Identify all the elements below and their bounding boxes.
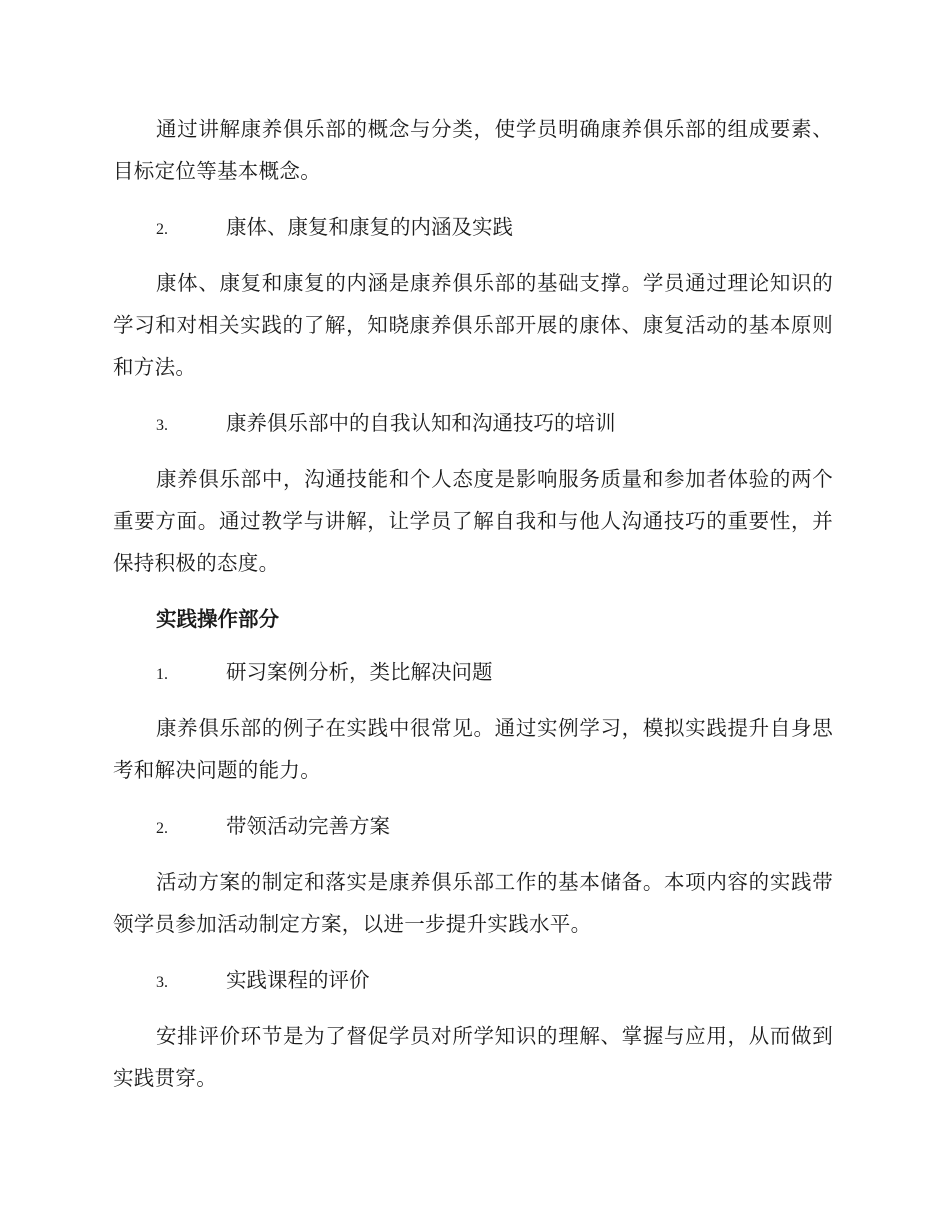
intro-paragraph: 通过讲解康养俱乐部的概念与分类，使学员明确康养俱乐部的组成要素、目标定位等基本概念。	[113, 117, 833, 183]
theory-item-3-body: 康养俱乐部中，沟通技能和个人态度是影响服务质量和参加者体验的两个重要方面。通过教学与讲解，让学员了解自我和与他人沟通技巧的重要性，并保持积极的态度。	[113, 467, 833, 575]
practice-item-2-body: 活动方案的制定和落实是康养俱乐部工作的基本储备。本项内容的实践带领学员参加活动制定方案，以进一步提升实践水平。	[113, 870, 833, 936]
theory-item-2-body: 康体、康复和康复的内涵是康养俱乐部的基础支撑。学员通过理论知识的学习和对相关实践的了解，知晓康养俱乐部开展的康体、康复活动的基本原则和方法。	[113, 271, 833, 379]
theory-item-3-heading	[113, 402, 833, 447]
practice-item-1-heading	[113, 651, 833, 696]
practice-item-3-body: 安排评价环节是为了督促学员对所学知识的理解、掌握与应用，从而做到实践贯穿。	[113, 1024, 833, 1090]
item-number: 3.	[156, 974, 168, 991]
item-title: 实践课程的评价	[226, 968, 370, 992]
practice-item-3-heading	[113, 959, 833, 1004]
item-title: 康体、康复和康复的内涵及实践	[226, 215, 513, 239]
item-number: 1.	[156, 666, 168, 683]
item-number: 3.	[156, 417, 168, 434]
item-title: 康养俱乐部中的自我认知和沟通技巧的培训	[226, 411, 616, 435]
practice-item-1-body: 康养俱乐部的例子在实践中很常见。通过实例学习，模拟实践提升自身思考和解决问题的能力。	[113, 716, 833, 782]
section-heading-practice: 实践操作部分	[156, 607, 279, 631]
item-title: 带领活动完善方案	[226, 814, 390, 838]
theory-item-2-heading	[113, 206, 833, 251]
item-title: 研习案例分析，类比解决问题	[226, 660, 493, 684]
practice-item-2-heading	[113, 805, 833, 850]
item-number: 2.	[156, 221, 168, 238]
item-number: 2.	[156, 820, 168, 837]
document-content	[113, 108, 833, 1113]
